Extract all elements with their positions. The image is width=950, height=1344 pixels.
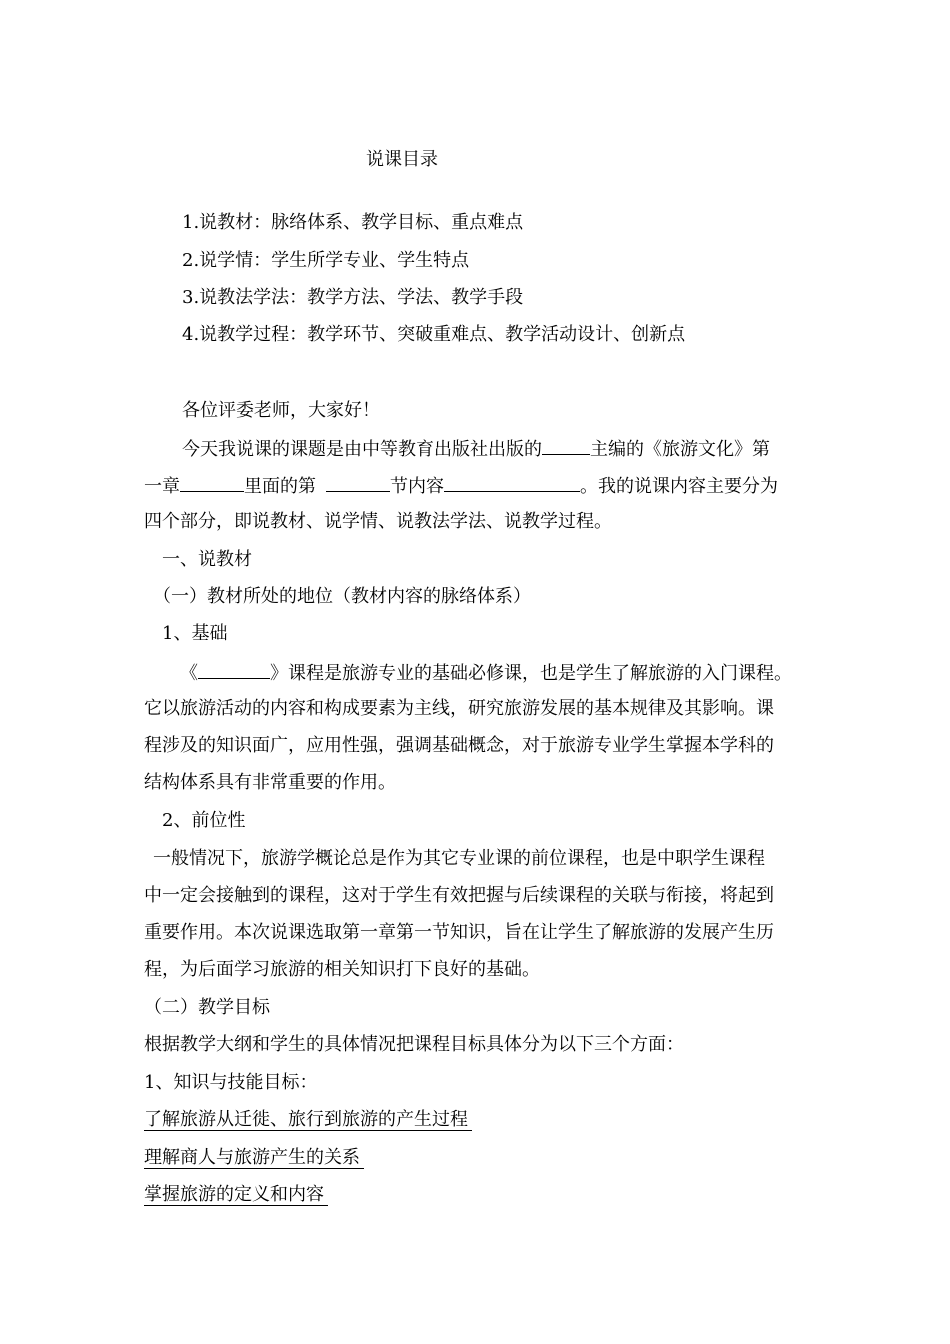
basis-line-2: 它以旅游活动的内容和构成要素为主线，研究旅游发展的基本规律及其影响。课 [144, 698, 774, 719]
pre-line-3: 重要作用。本次说课选取第一章第一节知识，旨在让学生了解旅游的发展产生历 [144, 922, 774, 943]
chapter-blank [180, 473, 244, 492]
basis-line-3: 程涉及的知识面广，应用性强，强调基础概念，对于旅游专业学生掌握本学科的 [144, 735, 774, 756]
goal-line-2 [144, 1146, 364, 1170]
toc-item-1: 1.说教材：脉络体系、教学目标、重点难点 [182, 212, 524, 233]
basis-line-4: 结构体系具有非常重要的作用。 [144, 772, 396, 793]
toc-item-4: 4.说教学过程：教学环节、突破重难点、教学活动设计、创新点 [182, 324, 686, 345]
section-heading-1: 一、说教材 [162, 549, 252, 570]
intro-text-4: 里面的第 [244, 476, 316, 497]
section-blank [326, 473, 390, 492]
toc-item-3: 3.说教法学法：教学方法、学法、教学手段 [182, 287, 524, 308]
intro-text-2: 主编的《旅游文化》第 [590, 439, 770, 460]
intro-line-3: 四个部分，即说教材、说学情、说教法学法、说教学过程。 [144, 511, 612, 532]
content-blank [444, 473, 580, 492]
intro-line-2 [144, 473, 778, 499]
page-title: 说课目录 [366, 149, 438, 170]
intro-text-1: 今天我说课的课题是由中等教育出版社出版的 [182, 439, 542, 460]
goal-text-1: 了解旅游从迁徙、旅行到旅游的产生过程 [144, 1109, 472, 1131]
intro-line-1 [182, 436, 770, 462]
basis-open-bracket: 《 [180, 663, 198, 684]
goals-intro: 根据教学大纲和学生的具体情况把课程目标具体分为以下三个方面： [144, 1034, 684, 1055]
goal-text-2: 理解商人与旅游产生的关系 [144, 1147, 364, 1169]
item-heading-basis: 1、基础 [162, 623, 228, 644]
editor-blank [542, 436, 590, 455]
pre-line-1: 一般情况下，旅游学概论总是作为其它专业课的前位课程，也是中职学生课程 [153, 848, 765, 869]
pre-line-4: 程，为后面学习旅游的相关知识打下良好的基础。 [144, 959, 540, 980]
intro-text-5: 节内容 [390, 476, 444, 497]
course-blank [198, 660, 270, 679]
pre-line-2: 中一定会接触到的课程，这对于学生有效把握与后续课程的关联与衔接，将起到 [144, 885, 774, 906]
basis-text: 》课程是旅游专业的基础必修课，也是学生了解旅游的入门课程。 [270, 663, 792, 684]
goal-line-3 [144, 1183, 328, 1207]
subsection-heading-2: （二）教学目标 [144, 997, 270, 1018]
goal-line-1 [144, 1108, 472, 1132]
basis-line-1 [180, 660, 792, 686]
intro-text-6: 。我的说课内容主要分为 [580, 476, 778, 497]
goal-text-3: 掌握旅游的定义和内容 [144, 1184, 328, 1206]
greeting: 各位评委老师，大家好！ [182, 400, 380, 421]
goal-heading-knowledge: 1、知识与技能目标： [144, 1072, 318, 1093]
toc-item-2: 2.说学情：学生所学专业、学生特点 [182, 250, 470, 271]
subsection-heading-1: （一）教材所处的地位（教材内容的脉络体系） [153, 586, 531, 607]
intro-text-3: 一章 [144, 476, 180, 497]
item-heading-prerequisite: 2、前位性 [162, 810, 246, 831]
